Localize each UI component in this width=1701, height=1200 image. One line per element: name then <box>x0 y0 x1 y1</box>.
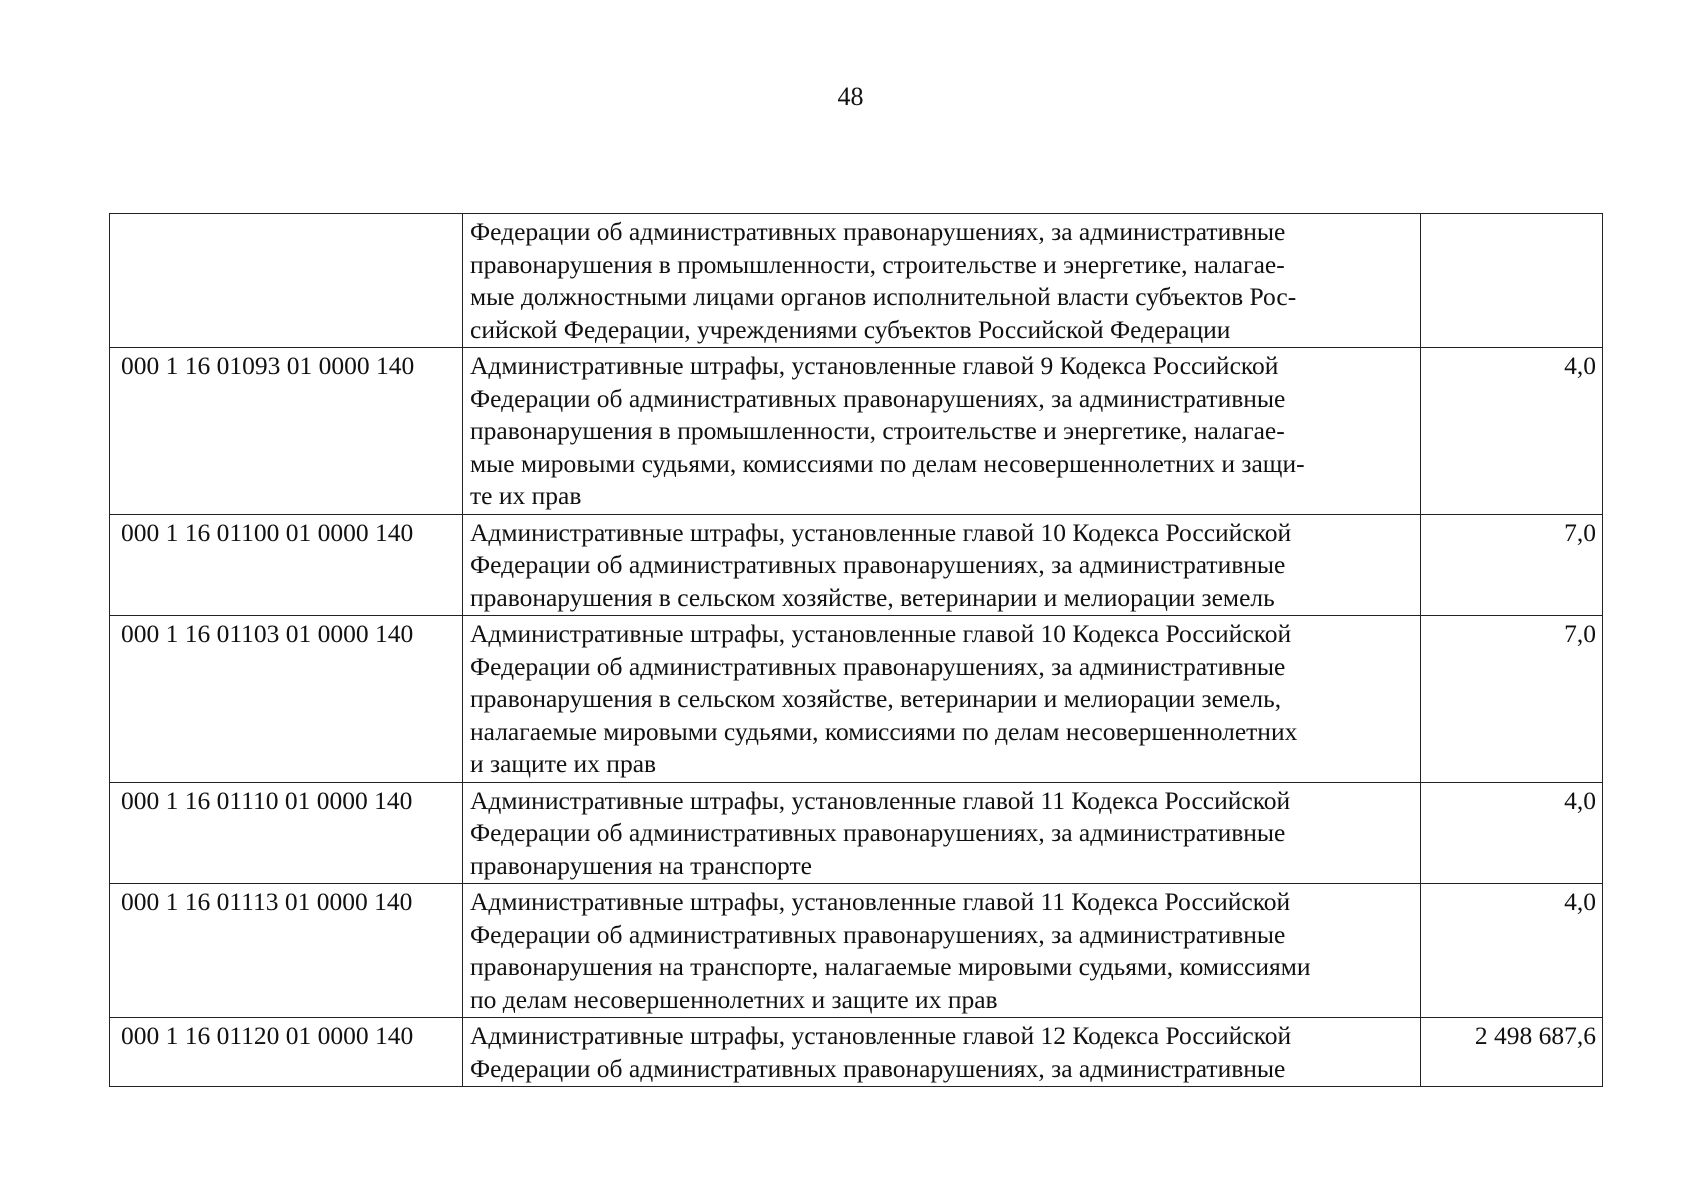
budget-code-cell: 000 1 16 01100 01 0000 140 <box>110 514 463 616</box>
budget-code-cell: 000 1 16 01113 01 0000 140 <box>110 884 463 1018</box>
budget-code-cell: 000 1 16 01120 01 0000 140 <box>110 1018 463 1087</box>
amount-cell: 4,0 <box>1421 884 1603 1018</box>
table-row <box>110 348 1603 515</box>
amount-cell <box>1421 214 1603 348</box>
budget-code-cell: 000 1 16 01093 01 0000 140 <box>110 348 463 515</box>
description-cell: Федерации об административных правонарушениях, за административные правонарушения в промышленности, строительстве и энергетике, налагае- мые должностными лицами органов исполнительной власти субъектов Рос- сийской Федерации, учреждениями субъектов Российской Федерации <box>463 214 1421 348</box>
table-row <box>110 884 1603 1018</box>
description-cell: Административные штрафы, установленные главой 11 Кодекса Российской Федерации об административных правонарушениях, за административные правонарушения на транспорте <box>463 782 1421 884</box>
amount-cell: 7,0 <box>1421 514 1603 616</box>
amount-cell: 7,0 <box>1421 616 1603 783</box>
description-cell: Административные штрафы, установленные главой 9 Кодекса Российской Федерации об административных правонарушениях, за административные правонарушения в промышленности, строительстве и энергетике, налагае- мые мировыми судьями, комиссиями по делам несовершеннолетних и защи- те их прав <box>463 348 1421 515</box>
amount-cell: 4,0 <box>1421 782 1603 884</box>
budget-code-cell: 000 1 16 01110 01 0000 140 <box>110 782 463 884</box>
table-row <box>110 616 1603 783</box>
amount-cell: 4,0 <box>1421 348 1603 515</box>
description-cell: Административные штрафы, установленные главой 11 Кодекса Российской Федерации об административных правонарушениях, за административные правонарушения на транспорте, налагаемые мировыми судьями, комиссиями по делам несовершеннолетних и защите их прав <box>463 884 1421 1018</box>
table-row <box>110 214 1603 348</box>
amount-cell: 2 498 687,6 <box>1421 1018 1603 1087</box>
description-cell: Административные штрафы, установленные главой 10 Кодекса Российской Федерации об административных правонарушениях, за административные правонарушения в сельском хозяйстве, ветеринарии и мелиорации земель, налагаемые мировыми судьями, комиссиями по делам несовершеннолетних и защите их прав <box>463 616 1421 783</box>
revenue-table <box>109 213 1603 1087</box>
table-row <box>110 1018 1603 1087</box>
table-row <box>110 782 1603 884</box>
budget-code-cell <box>110 214 463 348</box>
page-number: 48 <box>837 82 864 111</box>
description-cell: Административные штрафы, установленные главой 12 Кодекса Российской Федерации об административных правонарушениях, за административные <box>463 1018 1421 1087</box>
description-cell: Административные штрафы, установленные главой 10 Кодекса Российской Федерации об административных правонарушениях, за административные правонарушения в сельском хозяйстве, ветеринарии и мелиорации земель <box>463 514 1421 616</box>
budget-code-cell: 000 1 16 01103 01 0000 140 <box>110 616 463 783</box>
table-row <box>110 514 1603 616</box>
